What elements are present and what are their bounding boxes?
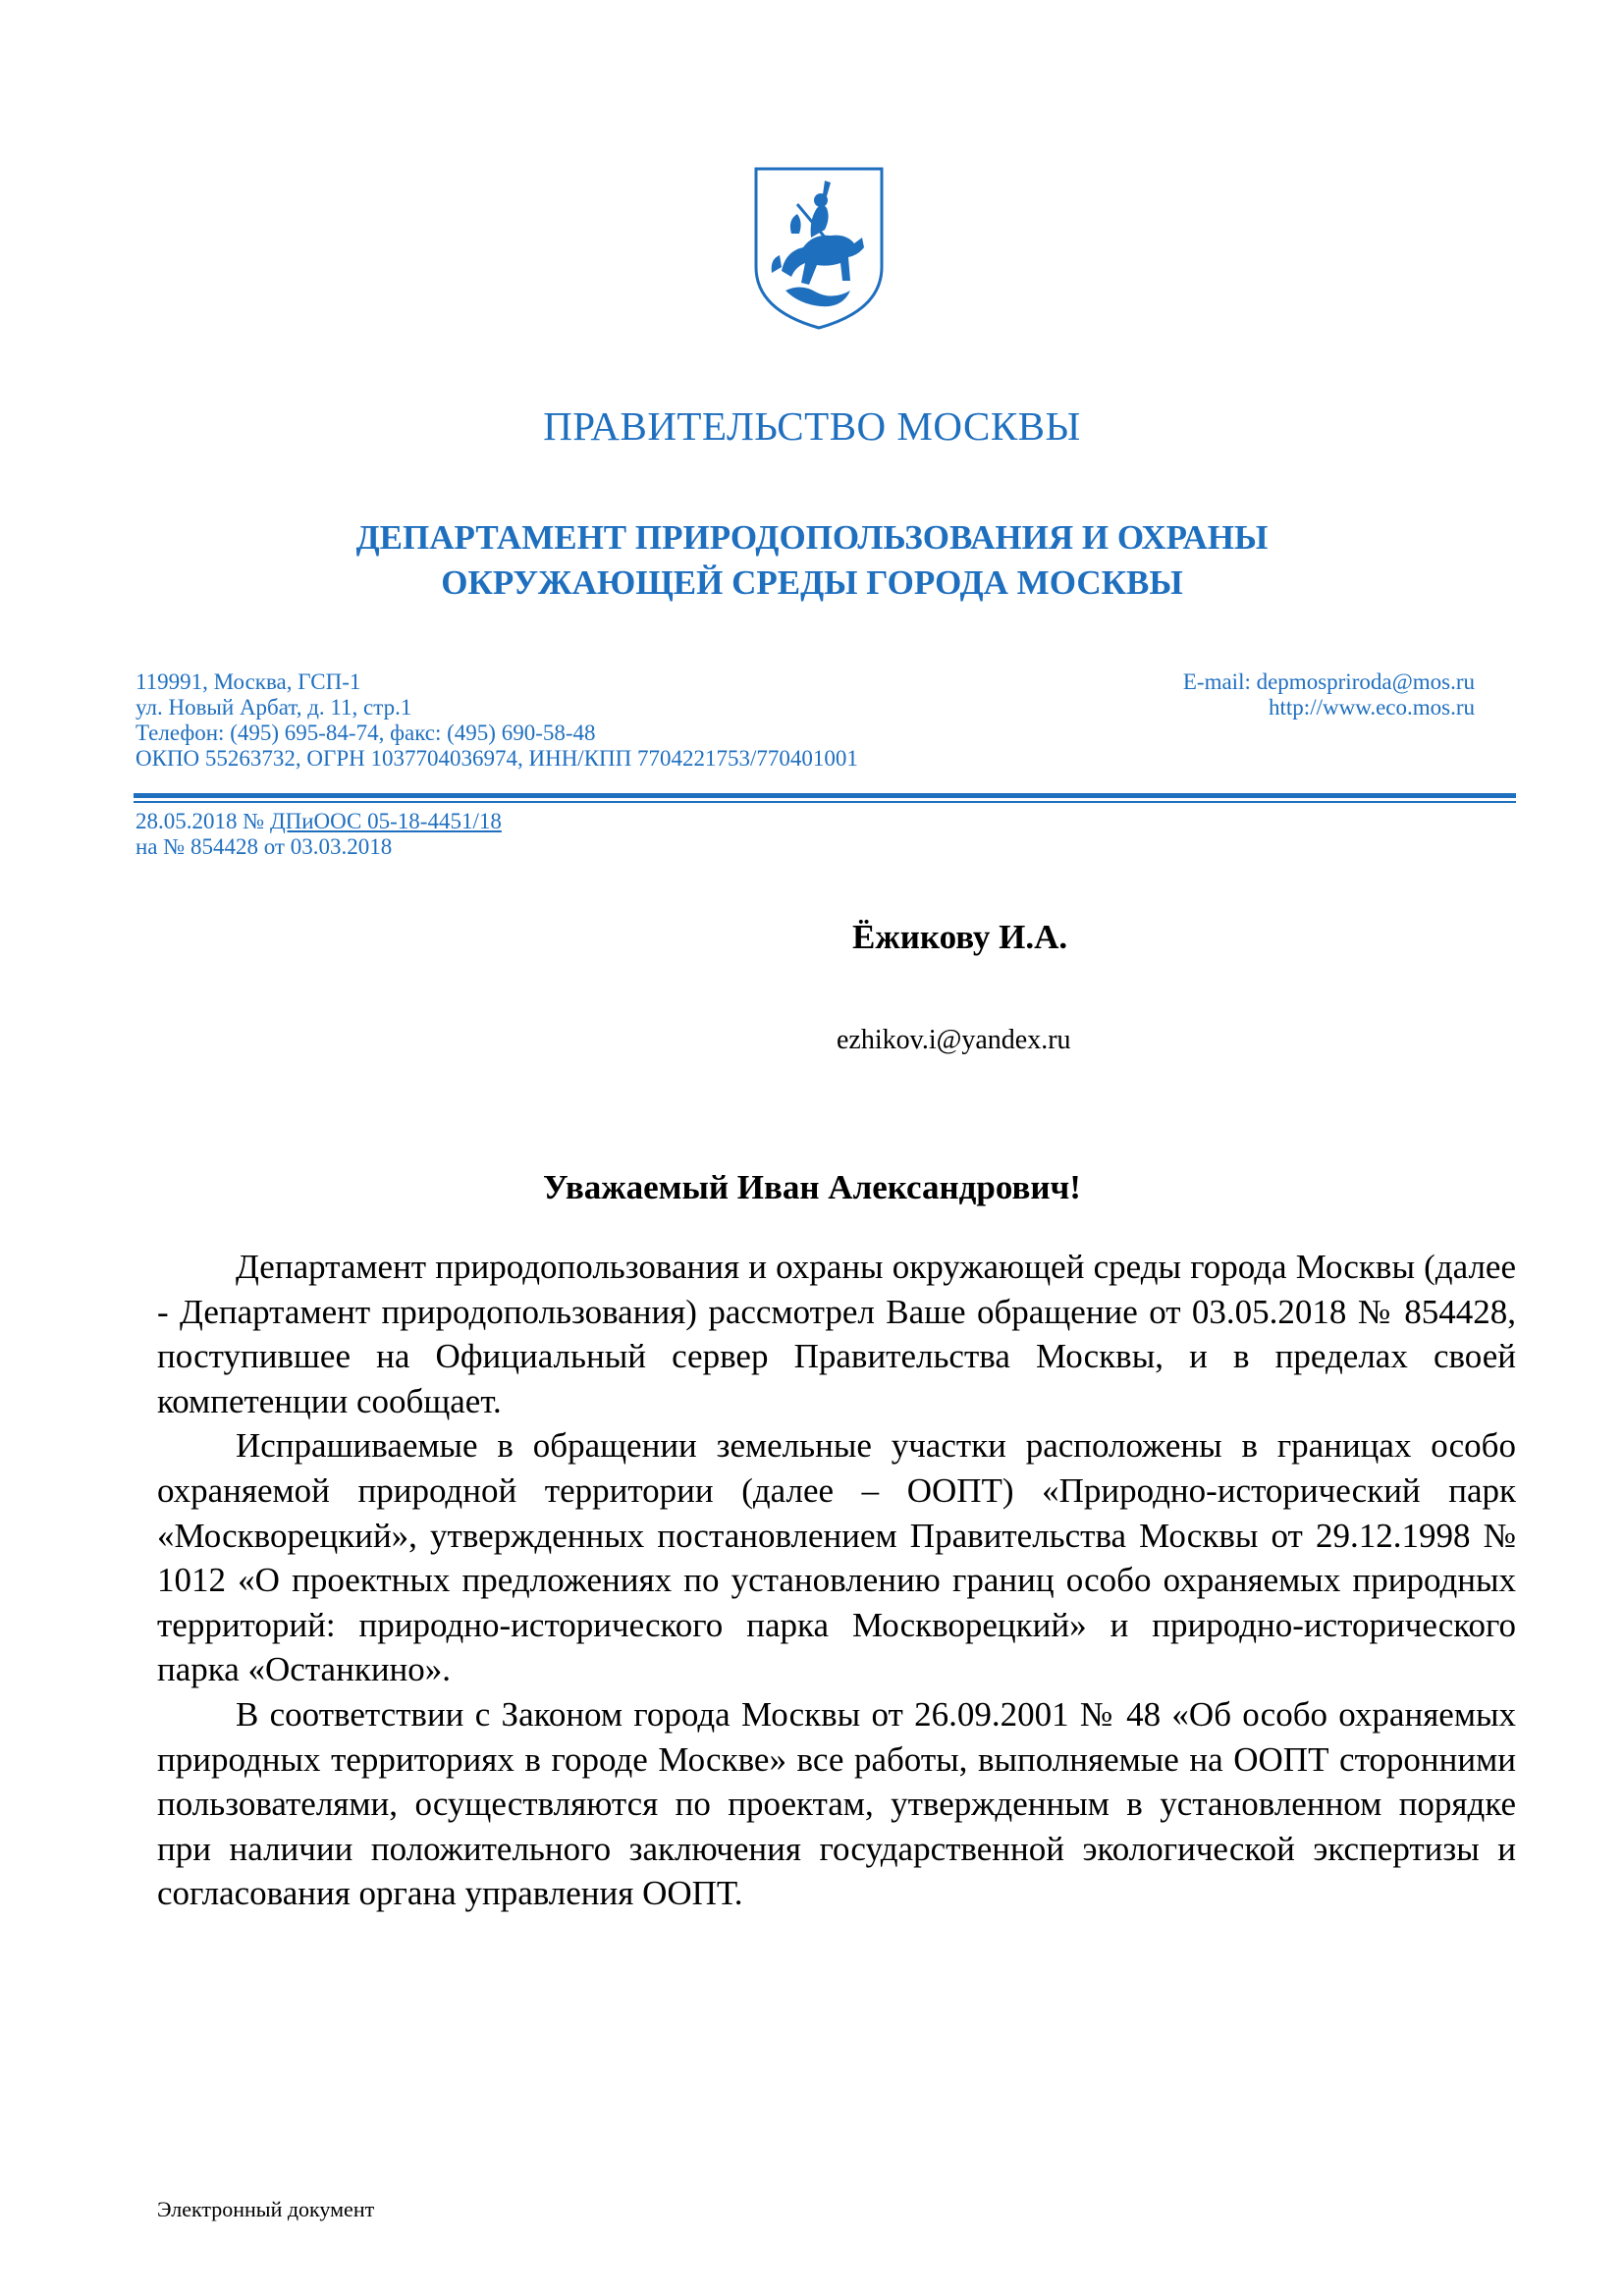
reference-block xyxy=(135,809,502,860)
header-divider-thin xyxy=(134,801,1516,803)
body-paragraph: В соответствии с Законом города Москвы от 26.09.2001 № 48 «Об особо охраняемых природных территориях в городе Москве» все работы, выполняемые на ООПТ сторонними пользователями, осуществляются по проектам, утвержденным в установленном порядке при наличии положительного заключения государственной экологической экспертизы и согласования органа управления ООПТ. xyxy=(157,1694,1516,1913)
department-email: E-mail: depmospriroda@mos.ru xyxy=(1182,669,1475,694)
addressee-name: Ёжикову И.А. xyxy=(852,918,1068,956)
department-title xyxy=(0,515,1624,606)
phone-fax: Телефон: (495) 695-84-74, факс: (495) 690-58-48 xyxy=(135,721,596,745)
header-divider-thick xyxy=(134,793,1516,798)
department-title-line1: ДЕПАРТАМЕНТ ПРИРОДОПОЛЬЗОВАНИЯ И ОХРАНЫ xyxy=(355,518,1269,557)
body-paragraph: Испрашиваемые в обращении земельные участки расположены в границах особо охраняемой природной территории (далее – ООПТ) «Природно-исторический парк «Москворецкий», утвержденных постановлением Правительства Москвы от 29.12.1998 № 1012 «О проектных предложениях по установлению границ особо охраняемых природных территорий: природно-исторического парка Москворецкий» и природно-исторического парка «Останкино». xyxy=(157,1426,1516,1689)
outgoing-reference xyxy=(135,809,502,834)
body-paragraph: Департамент природопользования и охраны окружающей среды города Москвы (далее - Департамент природопользования) рассмотрел Ваше обращение от 03.05.2018 № 854428, поступившее на Официальный сервер Правительства Москвы, и в пределах своей компетенции сообщает. xyxy=(157,1248,1516,1420)
department-title-line2: ОКРУЖАЮЩЕЙ СРЕДЫ ГОРОДА МОСКВЫ xyxy=(441,563,1183,602)
reference-date: 28.05.2018 № xyxy=(135,809,270,833)
registration-codes: ОКПО 55263732, ОГРН 1037704036974, ИНН/КПП 7704221753/770401001 xyxy=(135,746,858,771)
postal-address: 119991, Москва, ГСП-1 xyxy=(135,669,361,694)
electronic-document-note: Электронный документ xyxy=(157,2197,375,2221)
street-address: ул. Новый Арбат, д. 11, стр.1 xyxy=(135,695,412,720)
addressee-email: ezhikov.i@yandex.ru xyxy=(837,1025,1071,1055)
department-website: http://www.eco.mos.ru xyxy=(1269,695,1475,720)
moscow-coat-of-arms-icon xyxy=(752,165,886,332)
incoming-reference: на № 854428 от 03.03.2018 xyxy=(135,834,393,859)
contact-block-right xyxy=(1183,669,1475,721)
salutation: Уважаемый Иван Александрович! xyxy=(543,1168,1081,1206)
letter-body xyxy=(157,1245,1516,1916)
contact-block-left xyxy=(135,669,858,772)
government-title: ПРАВИТЕЛЬСТВО МОСКВЫ xyxy=(543,403,1081,449)
reference-number: ДПиООС 05-18-4451/18 xyxy=(269,809,502,833)
